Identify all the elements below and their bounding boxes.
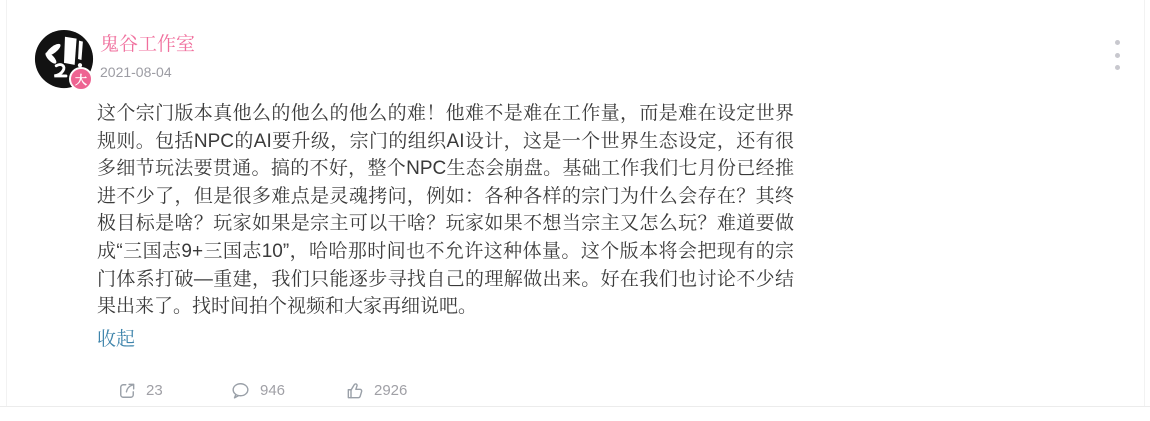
like-count: 2926 (374, 382, 408, 399)
comment-button[interactable] (230, 379, 285, 403)
panel-left-edge (6, 0, 7, 406)
avatar[interactable] (33, 28, 95, 90)
avatar-badge: 大 (69, 67, 93, 91)
post-content (97, 100, 794, 353)
panel-right-edge (1144, 0, 1145, 406)
comment-bubble-icon (230, 381, 251, 401)
share-icon (117, 381, 137, 401)
post-text: 这个宗门版本真他么的他么的他么的难！他难不是难在工作量，而是难在设定世界规则。包括NPC的AI要升级，宗门的组织AI设计，这是一个世界生态设定，还有很多细节玩法要贯通。搞的不好，整个NPC生态会崩盘。基础工作我们七月份已经推进不少了，但是很多难点是灵魂拷问，例如：各种各样的宗门为什么会存在？其终极目标是啥？玩家如果是宗主可以干啥？玩家如果不想当宗主又怎么玩？难道要做成“三国志9+三国志10”，哈哈那时间也不允许这种体量。这个版本将会把现有的宗门体系打破—重建，我们只能逐步寻找自己的理解做出来。好在我们也讨论不少结果出来了。找时间拍个视频和大家再细说吧。 (97, 103, 794, 318)
action-bar (0, 379, 1150, 403)
share-button[interactable] (117, 379, 163, 403)
author-name[interactable]: 鬼谷工作室 (100, 34, 196, 55)
more-options-button[interactable] (1106, 38, 1128, 72)
comment-count: 946 (260, 382, 286, 399)
kebab-menu-icon (1115, 40, 1120, 45)
like-button[interactable] (345, 379, 407, 403)
thumbs-up-icon (345, 381, 365, 401)
post-date: 2021-08-04 (100, 64, 172, 80)
collapse-link[interactable]: 收起 (97, 328, 136, 350)
share-count: 23 (146, 382, 163, 399)
